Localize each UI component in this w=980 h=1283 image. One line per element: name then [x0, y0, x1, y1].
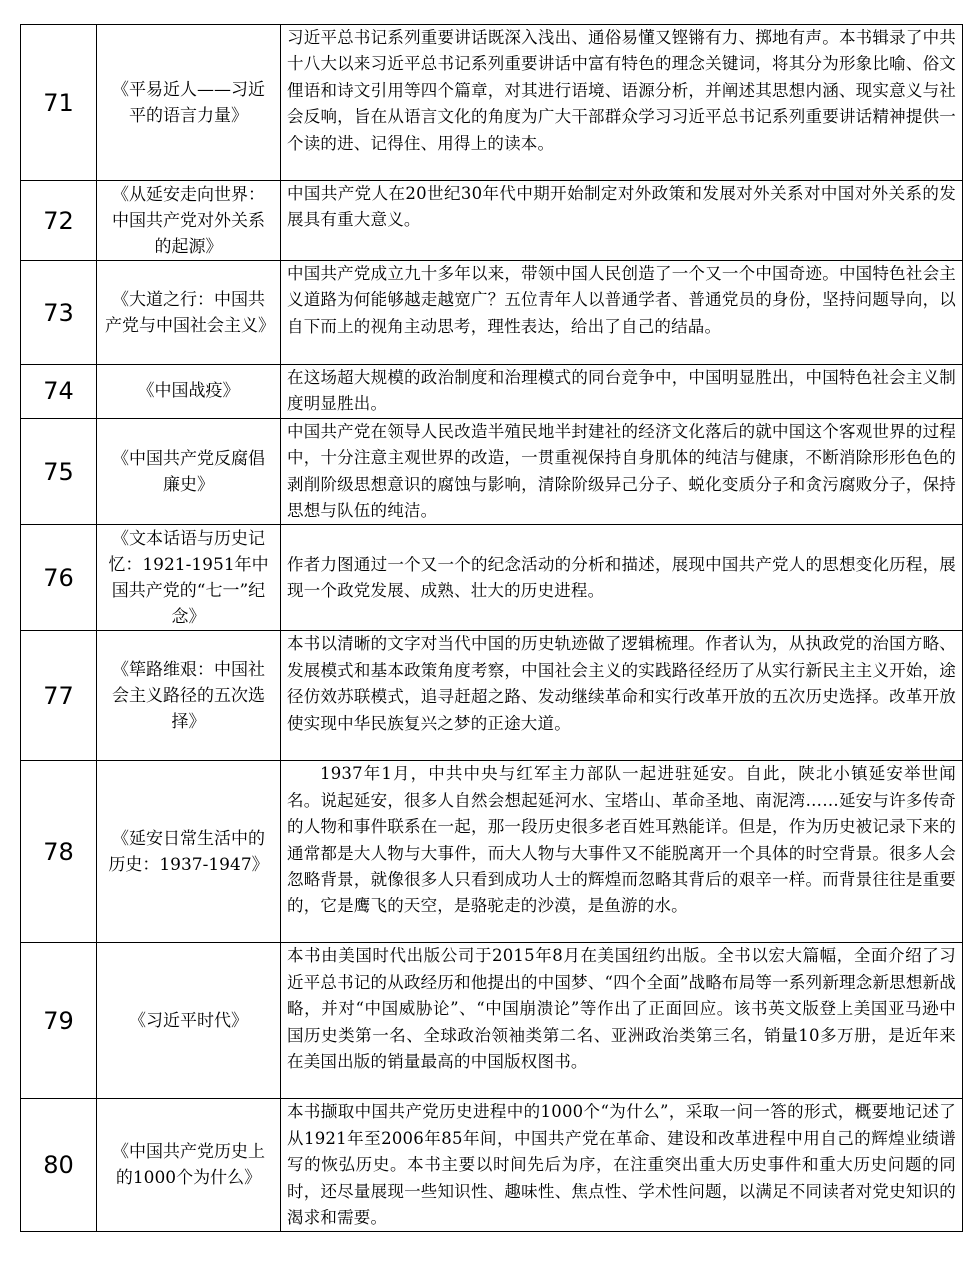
table-row: [21, 761, 963, 943]
table-row: [21, 365, 963, 419]
table-row: [21, 25, 963, 181]
book-description: 本书撷取中国共产党历史进程中的1000个“为什么”，采取一问一答的形式，概要地记述了从1921年至2006年85年间，中国共产党在革命、建设和改革进程中用自己的辉煌业绩谱写的恢弘历史。本书主要以时间先后为序，在注重突出重大历史事件和重大历史问题的同时，还尽量展现一些知识性、趣味性、焦点性、学术性问题，以满足不同读者对党史知识的渴求和需要。: [281, 1099, 963, 1232]
row-number: 74: [21, 365, 97, 419]
book-title: 《从延安走向世界：中国共产党对外关系的起源》: [97, 181, 281, 261]
row-number: 79: [21, 943, 97, 1099]
table-row: [21, 631, 963, 761]
book-title: 《中国共产党历史上的1000个为什么》: [97, 1099, 281, 1232]
row-number: 75: [21, 418, 97, 525]
book-description: 作者力图通过一个又一个的纪念活动的分析和描述，展现中国共产党人的思想变化历程，展现一个政党发展、成熟、壮大的历史进程。: [281, 525, 963, 631]
book-list-page: [20, 24, 962, 1232]
table-row: [21, 943, 963, 1099]
row-number: 73: [21, 261, 97, 365]
book-description: 1937年1月，中共中央与红军主力部队一起进驻延安。自此，陕北小镇延安举世闻名。说起延安，很多人自然会想起延河水、宝塔山、革命圣地、南泥湾……延安与许多传奇的人物和事件联系在一起，那一段历史很多老百姓耳熟能详。但是，作为历史被记录下来的通常都是大人物与大事件，而大人物与大事件又不能脱离开一个具体的时空背景。很多人会忽略背景，就像很多人只看到成功人士的辉煌而忽略其背后的艰辛一样。而背景往往是重要的，它是鹰飞的天空，是骆驼走的沙漠，是鱼游的水。: [281, 761, 963, 943]
book-title: 《平易近人——习近平的语言力量》: [97, 25, 281, 181]
book-title: 《习近平时代》: [97, 943, 281, 1099]
row-number: 72: [21, 181, 97, 261]
row-number: 80: [21, 1099, 97, 1232]
table-row: [21, 1099, 963, 1232]
book-title: 《大道之行：中国共产党与中国社会主义》: [97, 261, 281, 365]
book-title: 《中国共产党反腐倡廉史》: [97, 418, 281, 525]
book-description: 在这场超大规模的政治制度和治理模式的同台竞争中，中国明显胜出，中国特色社会主义制度明显胜出。: [281, 365, 963, 419]
book-title: 《延安日常生活中的历史：1937-1947》: [97, 761, 281, 943]
book-description: 本书由美国时代出版公司于2015年8月在美国纽约出版。全书以宏大篇幅，全面介绍了习近平总书记的从政经历和他提出的中国梦、“四个全面”战略布局等一系列新理念新思想新战略，并对“中国威胁论”、“中国崩溃论”等作出了正面回应。该书英文版登上美国亚马逊中国历史类第一名、全球政治领袖类第二名、亚洲政治类第三名，销量10多万册，是近年来在美国出版的销量最高的中国版权图书。: [281, 943, 963, 1099]
book-title: 《中国战疫》: [97, 365, 281, 419]
book-description: 中国共产党成立九十多年以来，带领中国人民创造了一个又一个中国奇迹。中国特色社会主义道路为何能够越走越宽广？五位青年人以普通学者、普通党员的身份，坚持问题导向，以自下而上的视角主动思考，理性表达，给出了自己的结晶。: [281, 261, 963, 365]
row-number: 71: [21, 25, 97, 181]
row-number: 76: [21, 525, 97, 631]
row-number: 77: [21, 631, 97, 761]
book-title: 《文本话语与历史记忆：1921-1951年中国共产党的“七一”纪念》: [97, 525, 281, 631]
table-row: [21, 418, 963, 525]
book-description: 中国共产党人在20世纪30年代中期开始制定对外政策和发展对外关系对中国对外关系的发展具有重大意义。: [281, 181, 963, 261]
table-row: [21, 261, 963, 365]
row-number: 78: [21, 761, 97, 943]
book-description: 中国共产党在领导人民改造半殖民地半封建社的经济文化落后的就中国这个客观世界的过程中，十分注意主观世界的改造，一贯重视保持自身肌体的纯洁与健康，不断消除形形色色的剥削阶级思想意识的腐蚀与影响，清除阶级异己分子、蜕化变质分子和贪污腐败分子，保持思想与队伍的纯洁。: [281, 418, 963, 525]
book-title: 《筚路维艰：中国社会主义路径的五次选择》: [97, 631, 281, 761]
table-row: [21, 181, 963, 261]
book-description: 习近平总书记系列重要讲话既深入浅出、通俗易懂又铿锵有力、掷地有声。本书辑录了中共十八大以来习近平总书记系列重要讲话中富有特色的理念关键词，将其分为形象比喻、俗文俚语和诗文引用等四个篇章，对其进行语境、语源分析，并阐述其思想内涵、现实意义与社会反响，旨在从语言文化的角度为广大干部群众学习习近平总书记系列重要讲话精神提供一个读的进、记得住、用得上的读本。: [281, 25, 963, 181]
table-row: [21, 525, 963, 631]
book-table: [20, 24, 963, 1232]
book-description: 本书以清晰的文字对当代中国的历史轨迹做了逻辑梳理。作者认为，从执政党的治国方略、发展模式和基本政策角度考察，中国社会主义的实践路径经历了从实行新民主主义开始，途径仿效苏联模式，追寻赶超之路、发动继续革命和实行改革开放的五次历史选择。改革开放使实现中华民族复兴之梦的正途大道。: [281, 631, 963, 761]
